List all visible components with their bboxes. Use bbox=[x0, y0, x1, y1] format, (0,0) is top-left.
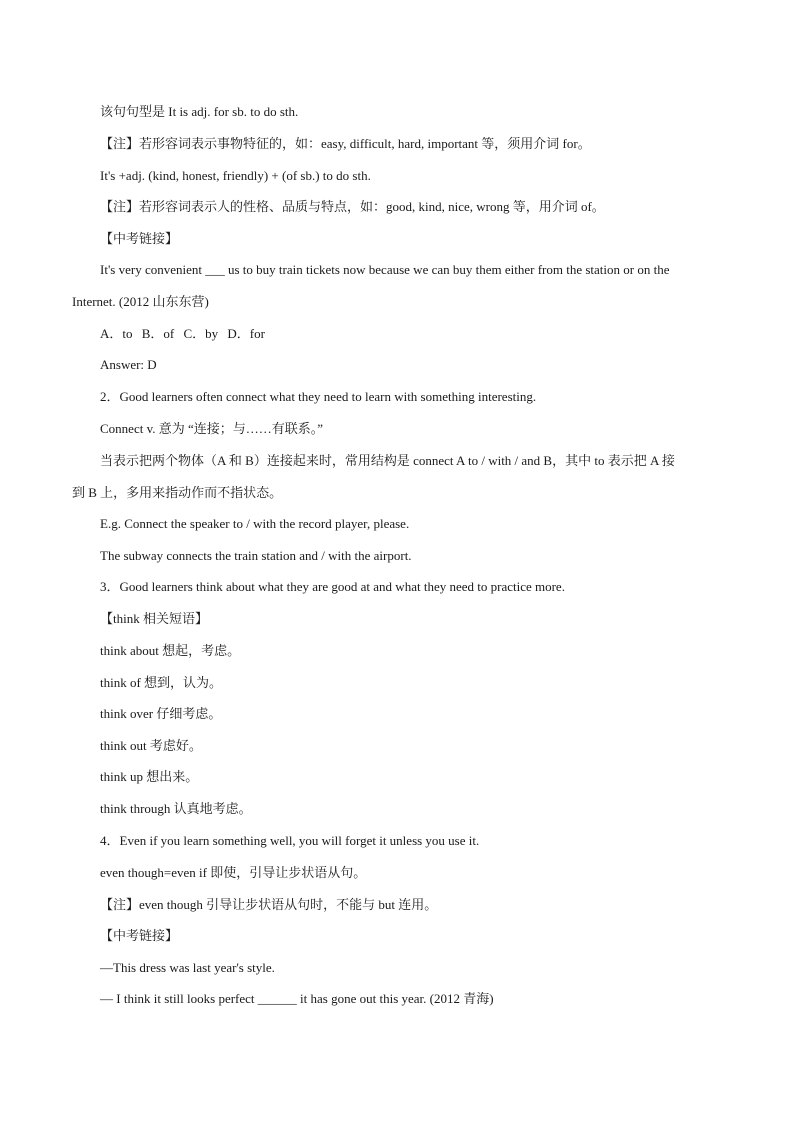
exam-link-heading: 【中考链接】 bbox=[100, 231, 179, 246]
connect-definition: Connect v. 意为 “连接；与……有联系。” bbox=[100, 421, 324, 436]
dialogue-line-1: —This dress was last year's style. bbox=[100, 960, 275, 975]
pattern-of: It's +adj. (kind, honest, friendly) + (of sb.) to do sth. bbox=[100, 168, 371, 183]
think-up: think up 想出来。 bbox=[100, 769, 199, 784]
think-phrases-heading: 【think 相关短语】 bbox=[100, 611, 208, 626]
even-though-note: 【注】even though 引导让步状语从句时，不能与 but 连用。 bbox=[100, 897, 438, 912]
dialogue-line-2: — I think it still looks perfect ______ it has gone out this year. (2012 青海) bbox=[100, 991, 494, 1006]
answer-options: A．to B．of C．by D．for bbox=[100, 326, 265, 341]
point-3-sentence: 3．Good learners think about what they are good at and what they need to practice more. bbox=[100, 579, 565, 594]
think-out: think out 考虑好。 bbox=[100, 738, 202, 753]
even-though-definition: even though=even if 即使，引导让步状语从句。 bbox=[100, 865, 367, 880]
note-for-usage: 【注】若形容词表示事物特征的，如：easy, difficult, hard, important 等，须用介词 for。 bbox=[100, 136, 591, 151]
connect-structure: 当表示把两个物体（A 和 B）连接起来时，常用结构是 connect A to / with / and B，其中 to 表示把 A 接 bbox=[100, 453, 675, 468]
note-of-usage: 【注】若形容词表示人的性格、品质与特点，如：good, kind, nice, wrong 等，用介词 of。 bbox=[100, 199, 605, 214]
exam-question-1: It's very convenient ___ us to buy train tickets now because we can buy them either from the station or on the bbox=[100, 262, 670, 277]
think-through: think through 认真地考虑。 bbox=[100, 801, 252, 816]
point-2-sentence: 2．Good learners often connect what they need to learn with something interesting. bbox=[100, 389, 537, 404]
connect-example-1: E.g. Connect the speaker to / with the record player, please. bbox=[100, 516, 410, 531]
point-4-sentence: 4．Even if you learn something well, you will forget it unless you use it. bbox=[100, 833, 480, 848]
exam-question-1-cont: Internet. (2012 山东东营) bbox=[72, 294, 209, 309]
answer-key: Answer: D bbox=[100, 357, 157, 372]
sentence-pattern: 该句句型是 It is adj. for sb. to do sth. bbox=[100, 104, 299, 119]
exam-link-heading-2: 【中考链接】 bbox=[100, 928, 179, 943]
connect-structure-cont: 到 B 上，多用来指动作而不指状态。 bbox=[72, 485, 283, 500]
think-about: think about 想起，考虑。 bbox=[100, 643, 241, 658]
connect-example-2: The subway connects the train station and / with the airport. bbox=[100, 548, 412, 563]
think-of: think of 想到，认为。 bbox=[100, 675, 223, 690]
think-over: think over 仔细考虑。 bbox=[100, 706, 222, 721]
